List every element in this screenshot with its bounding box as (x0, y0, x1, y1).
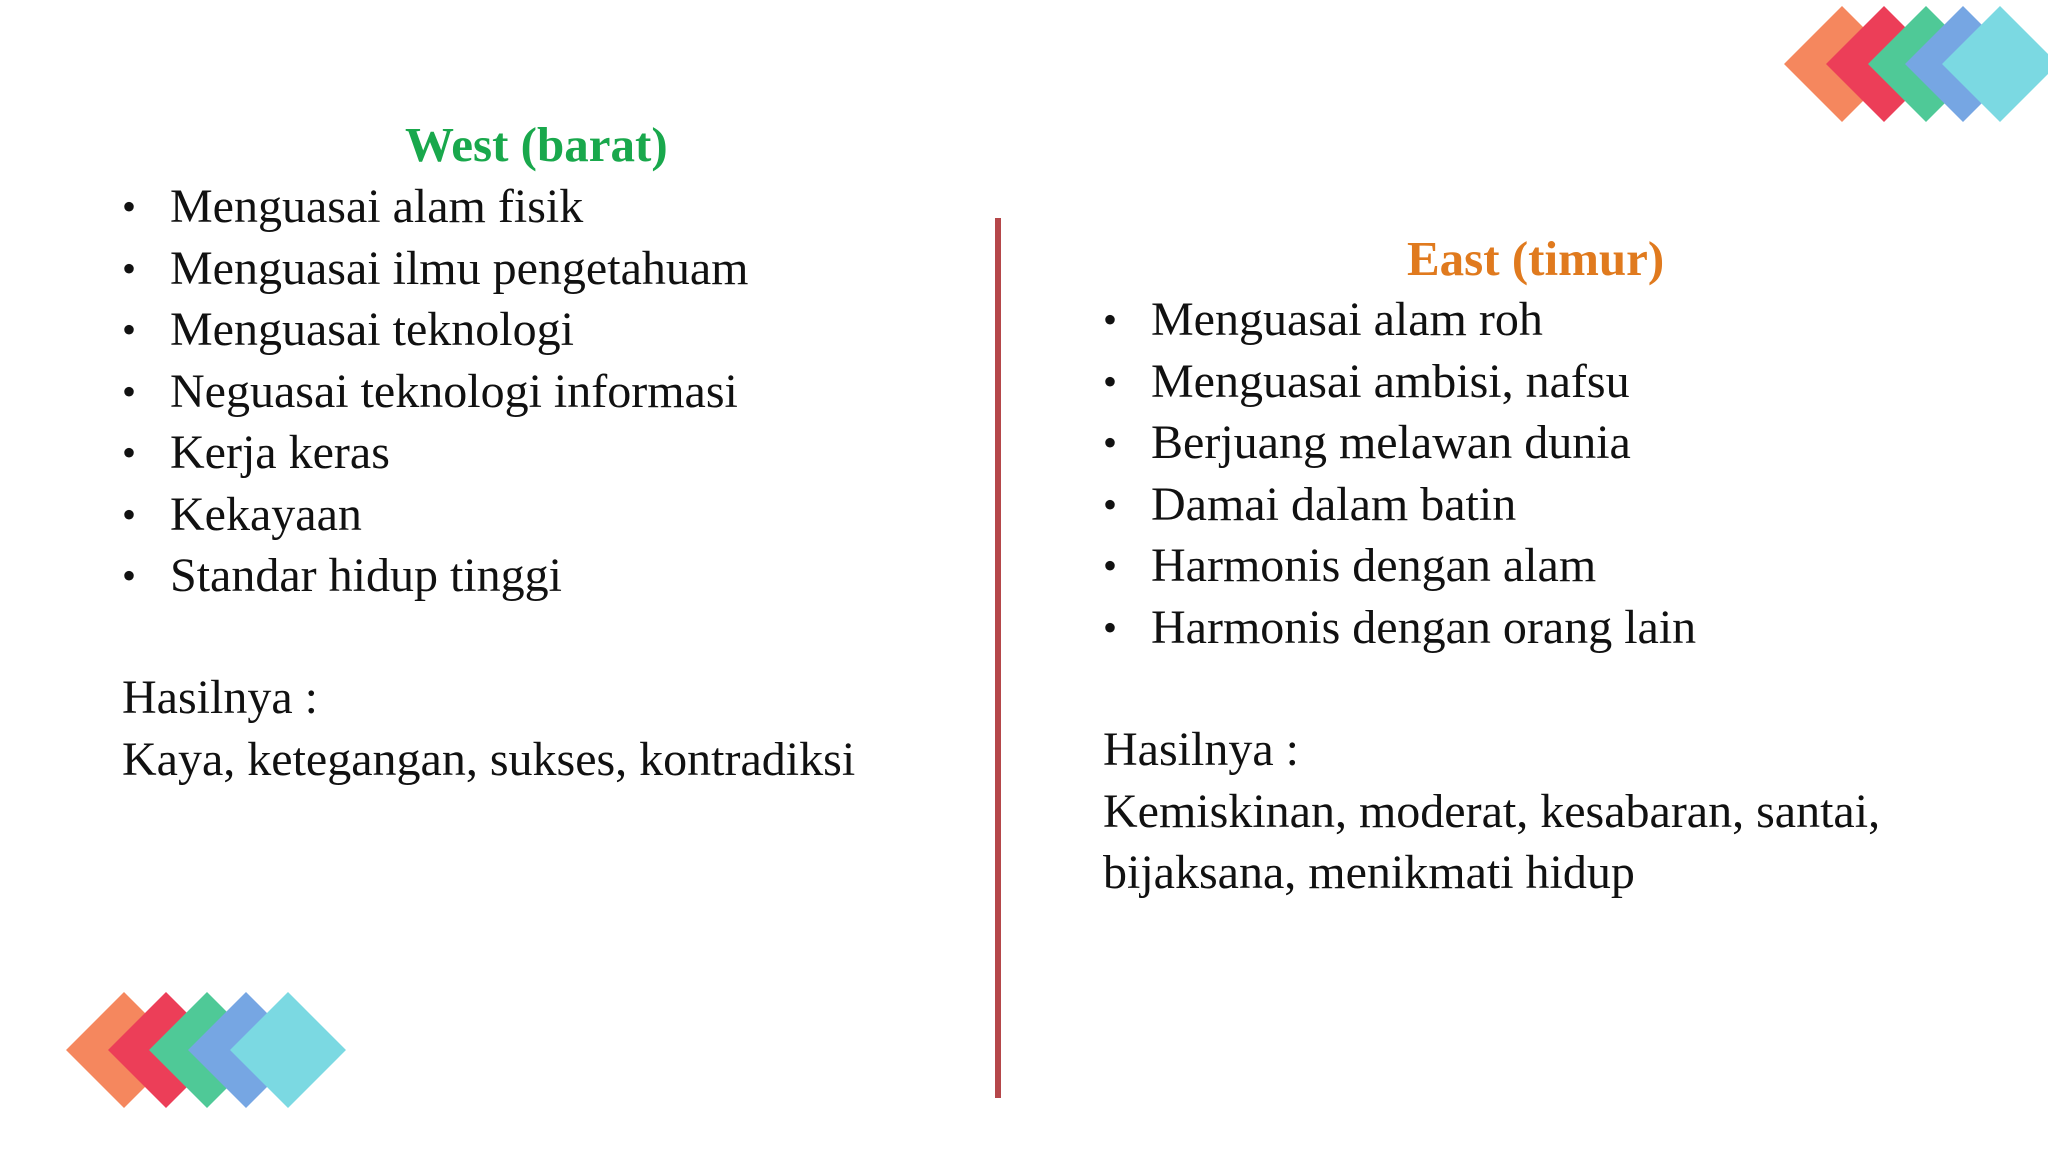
list-item (1103, 412, 1696, 474)
east-result (1103, 719, 1880, 904)
west-bullet-list (122, 176, 749, 607)
west-item-text: Menguasai ilmu pengetahuam (170, 241, 749, 295)
bullet-icon: • (122, 184, 137, 229)
bullet-icon: • (122, 430, 137, 475)
east-item-text: Menguasai ambisi, nafsu (1151, 354, 1630, 408)
west-title: West (barat) (405, 117, 668, 172)
west-item-text: Standar hidup tinggi (170, 549, 562, 602)
east-result-text-line: bijaksana, menikmati hidup (1103, 846, 1635, 899)
west-item-text: Neguasai teknologi informasi (170, 364, 738, 418)
east-item-text: Damai dalam batin (1151, 477, 1517, 531)
east-result-label: Hasilnya : (1103, 723, 1299, 776)
east-bullet-list (1103, 289, 1696, 658)
list-item (1103, 474, 1696, 536)
list-item (1103, 289, 1696, 351)
bullet-icon: • (122, 307, 137, 352)
east-item-text: Harmonis dengan orang lain (1151, 600, 1697, 654)
east-item-text: Harmonis dengan alam (1151, 539, 1597, 592)
bullet-icon: • (1103, 358, 1118, 404)
bullet-icon: • (1103, 420, 1118, 465)
list-item (1103, 597, 1696, 659)
list-item (122, 176, 749, 238)
bullet-icon: • (1103, 543, 1118, 588)
list-item (122, 422, 749, 484)
list-item (1103, 351, 1696, 413)
list-item (122, 545, 749, 607)
east-result-text-line: Kemiskinan, moderat, kesabaran, santai, (1103, 784, 1881, 838)
west-item-text: Kekayaan (170, 487, 362, 541)
east-title: East (timur) (1407, 231, 1665, 286)
list-item (1103, 535, 1696, 597)
bullet-icon: • (1103, 604, 1118, 650)
list-item (122, 299, 749, 361)
west-item-text: Menguasai teknologi (170, 303, 574, 356)
west-item-text: Menguasai alam fisik (170, 180, 584, 233)
list-item (122, 484, 749, 546)
west-result-label: Hasilnya : (122, 671, 318, 724)
bullet-icon: • (122, 491, 137, 537)
west-item-text: Kerja keras (170, 426, 390, 479)
bullet-icon: • (122, 368, 137, 414)
bullet-icon: • (1103, 297, 1118, 342)
bullet-icon: • (122, 245, 137, 291)
bullet-icon: • (1103, 481, 1118, 527)
west-result (122, 667, 855, 790)
list-item (122, 238, 749, 300)
west-result-text: Kaya, ketegangan, sukses, kontradiksi (122, 732, 856, 786)
column-divider (995, 218, 1001, 1098)
list-item (122, 361, 749, 423)
east-item-text: Berjuang melawan dunia (1151, 416, 1631, 469)
east-item-text: Menguasai alam roh (1151, 293, 1543, 346)
bullet-icon: • (122, 553, 137, 598)
